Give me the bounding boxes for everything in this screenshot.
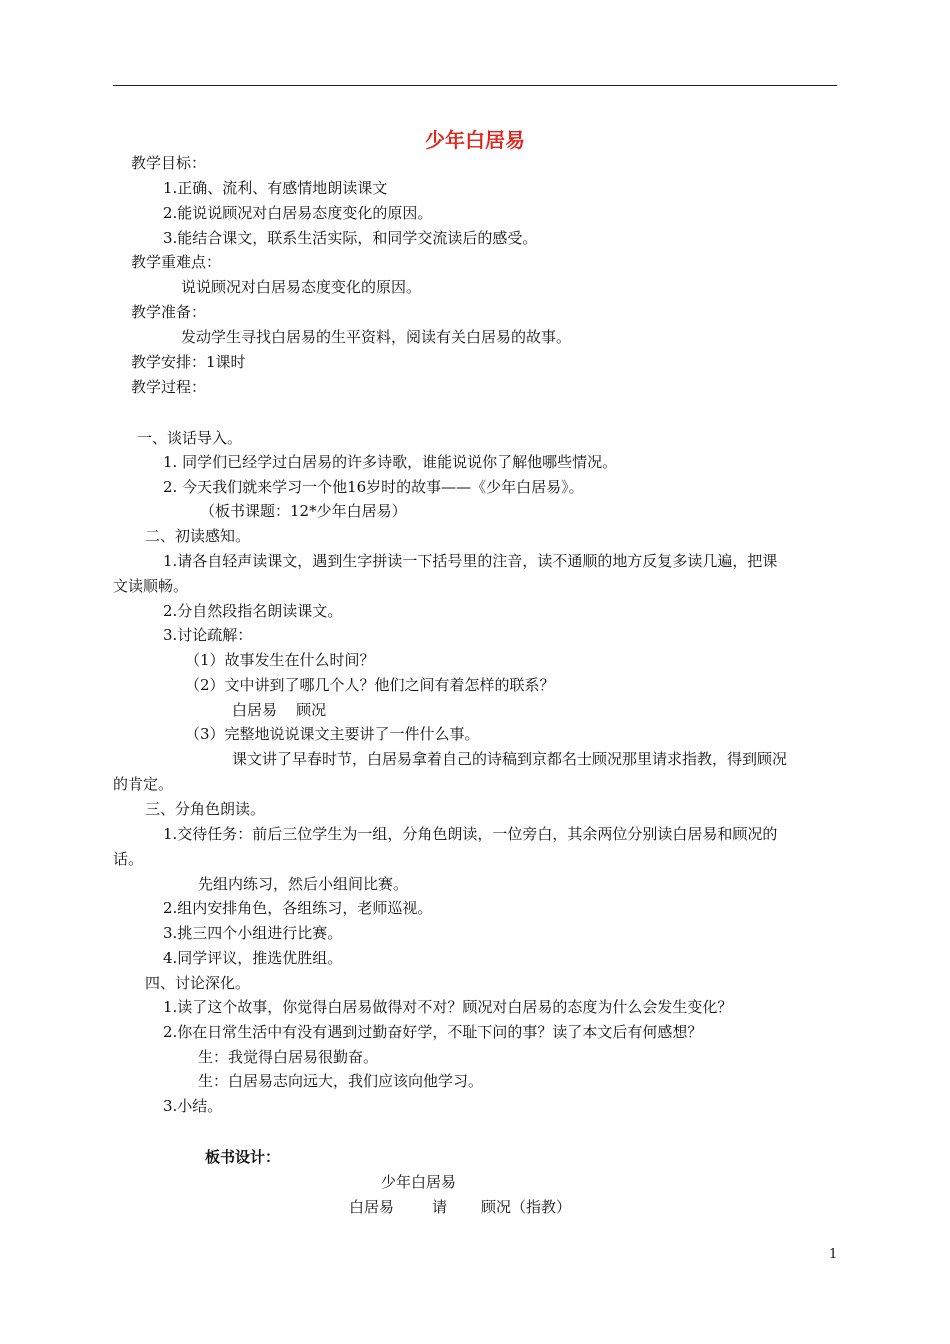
header-rule bbox=[113, 85, 837, 86]
list-item: 3.讨论疏解： bbox=[163, 626, 253, 644]
question-item: （1）故事发生在什么时间？ bbox=[185, 651, 375, 669]
page-number: 1 bbox=[829, 1247, 838, 1262]
list-item-continued: 文读顺畅。 bbox=[113, 577, 189, 595]
board-right: 顾况（指教） bbox=[481, 1198, 572, 1216]
list-item: 1. 同学们已经学过白居易的许多诗歌，谁能说说你了解他哪些情况。 bbox=[163, 453, 618, 471]
student-response: 生：白居易志向远大，我们应该向他学习。 bbox=[198, 1072, 484, 1090]
answer-text: 课文讲了早春时节，白居易拿着自己的诗稿到京都名士顾况那里请求指教，得到顾况 bbox=[232, 750, 788, 768]
page-title: 少年白居易 bbox=[425, 128, 525, 152]
list-item: 2. 今天我们就来学习一个他16岁时的故事——《少年白居易》。 bbox=[163, 478, 584, 496]
list-item: 3.挑三四个小组进行比赛。 bbox=[163, 924, 343, 942]
list-item-note: 先组内练习，然后小组间比赛。 bbox=[198, 875, 409, 893]
list-item: 3.小结。 bbox=[163, 1097, 223, 1115]
prep-text: 发动学生寻找白居易的生平资料，阅读有关白居易的故事。 bbox=[181, 328, 572, 346]
student-response: 生：我觉得白居易很勤奋。 bbox=[198, 1048, 379, 1066]
goal-item: 2.能说说顾况对白居易态度变化的原因。 bbox=[163, 204, 433, 222]
list-item: 2.分自然段指名朗读课文。 bbox=[163, 602, 343, 620]
board-middle: 请 bbox=[432, 1198, 448, 1216]
prep-heading: 教学准备： bbox=[131, 303, 207, 321]
list-item: 2.组内安排角色，各组练习，老师巡视。 bbox=[163, 899, 433, 917]
process-heading: 教学过程： bbox=[131, 378, 207, 396]
list-item: 1.交待任务：前后三位学生为一组，分角色朗读，一位旁白，其余两位分别读白居易和顾况的 bbox=[163, 825, 778, 843]
difficulty-heading: 教学重难点： bbox=[131, 253, 222, 271]
list-item: 1.读了这个故事，你觉得白居易做得对不对？顾况对白居易的态度为什么会发生变化？ bbox=[163, 998, 733, 1016]
section-heading: 三、分角色朗读。 bbox=[145, 800, 266, 818]
schedule-text: 教学安排：1课时 bbox=[131, 353, 246, 371]
list-item-continued: 话。 bbox=[113, 850, 144, 868]
board-note: （板书课题：12*少年白居易） bbox=[200, 502, 407, 520]
character-names: 白居易 顾况 bbox=[232, 701, 327, 719]
board-title: 少年白居易 bbox=[381, 1173, 457, 1191]
list-item: 2.你在日常生活中有没有遇到过勤奋好学，不耻下问的事？读了本文后有何感想？ bbox=[163, 1023, 703, 1041]
goal-item: 3.能结合课文，联系生活实际，和同学交流读后的感受。 bbox=[163, 229, 538, 247]
board-left: 白居易 bbox=[349, 1198, 395, 1216]
goal-item: 1.正确、流利、有感情地朗读课文 bbox=[163, 179, 388, 197]
goals-heading: 教学目标： bbox=[131, 154, 207, 172]
section-heading: 一、谈话导入。 bbox=[137, 429, 243, 447]
question-item: （3）完整地说说课文主要讲了一件什么事。 bbox=[185, 725, 480, 743]
difficulty-text: 说说顾况对白居易态度变化的原因。 bbox=[181, 278, 422, 296]
board-design-heading: 板书设计： bbox=[205, 1148, 281, 1166]
list-item: 4.同学评议，推选优胜组。 bbox=[163, 949, 343, 967]
answer-text-continued: 的肯定。 bbox=[113, 775, 174, 793]
section-heading: 四、讨论深化。 bbox=[145, 974, 251, 992]
section-heading: 二、初读感知。 bbox=[145, 527, 251, 545]
list-item: 1.请各自轻声读课文，遇到生字拼读一下括号里的注音，读不通顺的地方反复多读几遍，把课 bbox=[163, 552, 778, 570]
question-item: （2）文中讲到了哪几个人？他们之间有着怎样的联系？ bbox=[185, 676, 555, 694]
